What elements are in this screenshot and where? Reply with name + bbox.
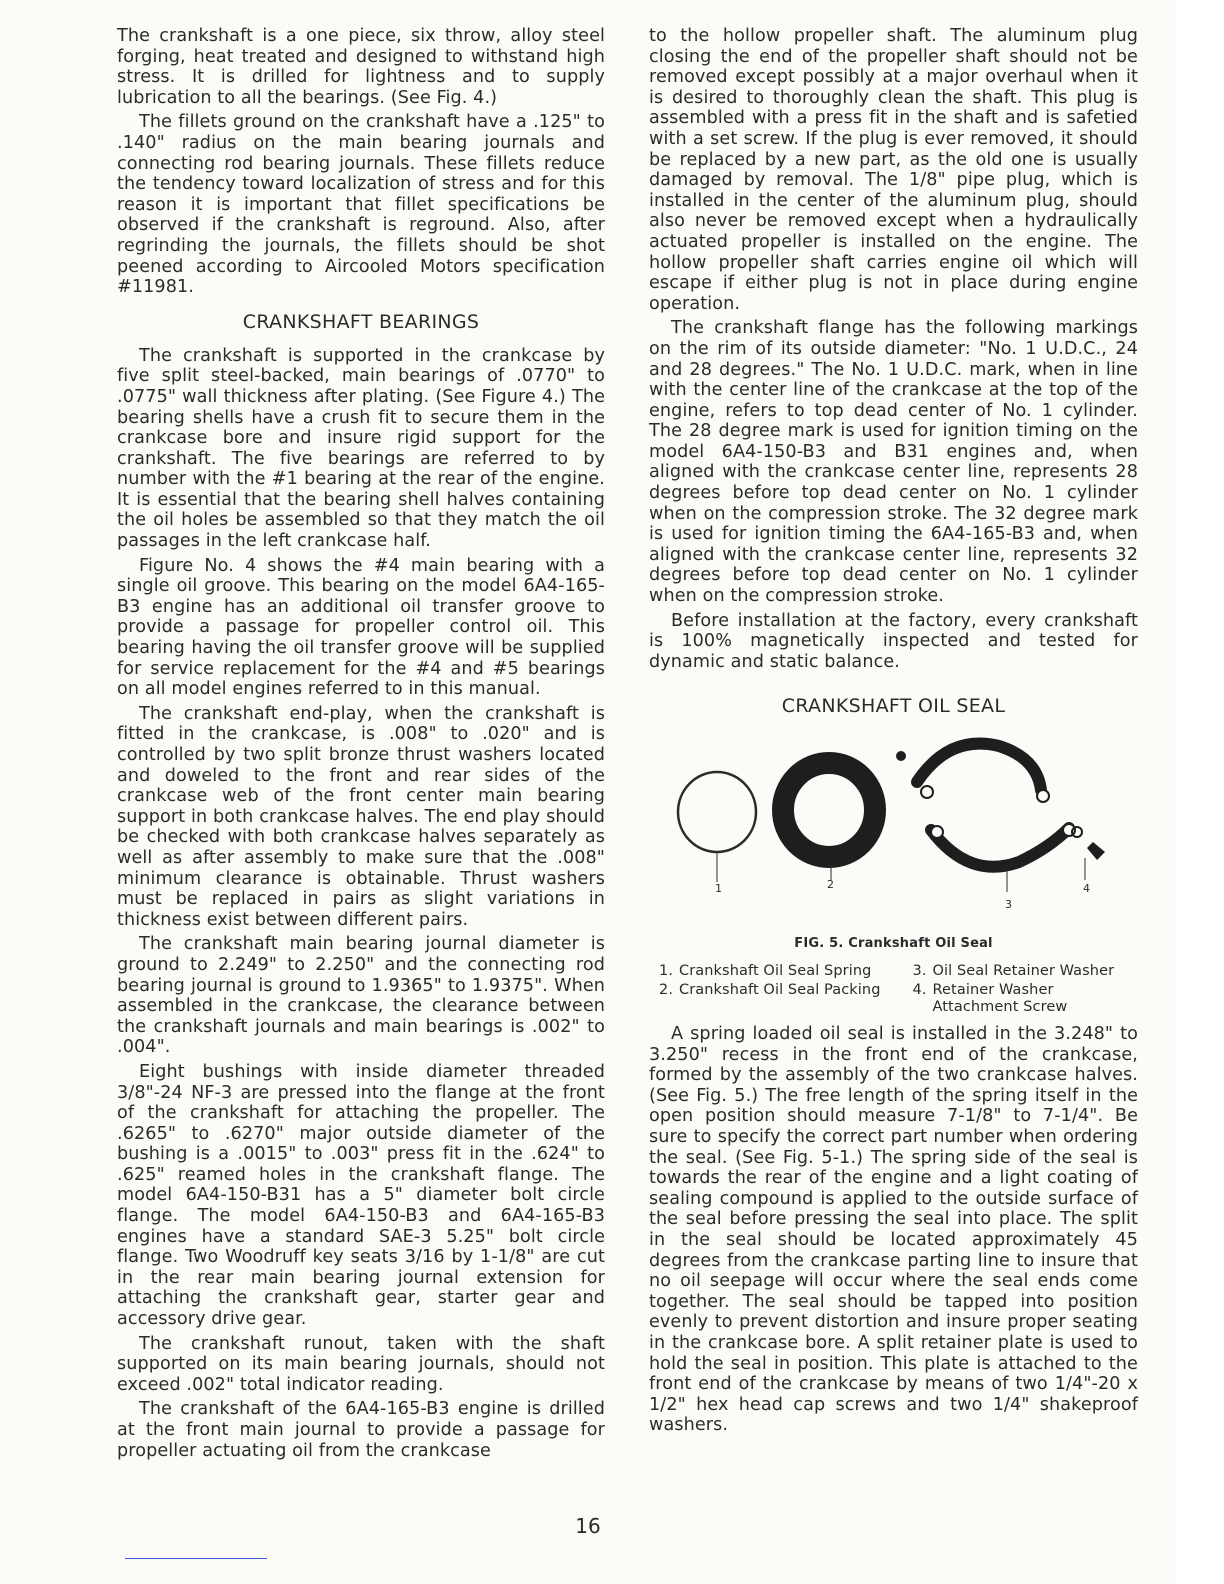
retainer-washer-upper — [917, 744, 1041, 790]
paragraph: Eight bushings with inside diameter threaded 3/8"-24 NF-3 are pressed into the flange at the front of the crankshaft for attaching the propeller. The .6265" to .6270" major outside diameter of the bushing is a .0015" to .003" press fit in the .624" to .625" reamed holes in the crankshaft flange. The model 6A4-150-B31 has a 5" diameter bolt circle flange. The model 6A4-150-B3 and 6A4-165-B3 engines have a standard SAE-3 5.25" bolt circle flange. Two Woodruff key seats 3/16 by 1-1/8" are cut in the rear main bearing journal extension for attaching the crankshaft gear, starter gear and accessory drive gear. — [117, 1061, 605, 1330]
figure-legend — [659, 963, 1138, 1018]
paragraph: The crankshaft runout, taken with the shaft supported on its main bearing journals, should not exceed .002" total indicator reading. — [117, 1333, 605, 1395]
paragraph: Before installation at the factory, every crankshaft is 100% magnetically inspected and tested for dynamic and static balance. — [649, 610, 1138, 672]
oil-seal-illustration — [649, 730, 1138, 930]
retainer-washer-lower — [931, 828, 1069, 867]
legend-item: 2. Crankshaft Oil Seal Packing — [659, 982, 881, 998]
right-column — [649, 26, 1138, 1440]
footer-rule — [125, 1558, 267, 1559]
paragraph: The crankshaft is a one piece, six throw, alloy steel forging, heat treated and designed to withstand high stress. It is drilled for lightness and to supply lubrication to all the bearings. (See Fig. 4.) — [117, 26, 605, 108]
legend-item: 4. Retainer Washer Attachment Screw — [912, 982, 1068, 1015]
attachment-screw-lower — [1087, 842, 1105, 860]
paragraph: The crankshaft main bearing journal diameter is ground to 2.249" to 2.250" and the connecting rod bearing journal is ground to 1.9365" to 1.9375". When assembled in the crankcase, the clearance between the crankshaft journals and main bearings is .002" to .004". — [117, 934, 605, 1058]
paragraph: The crankshaft of the 6A4-165-B3 engine is drilled at the front main journal to provide a passage for propeller actuating oil from the crankcase — [117, 1399, 605, 1461]
oil-seal-figure — [649, 730, 1138, 930]
paragraph: The crankshaft end-play, when the crankshaft is fitted in the crankcase, is .008" to .020" and is controlled by two split bronze thrust washers located and doweled to the front and rear sides of the crankcase web of the front center main bearing support in both crankcase halves. The end play should be checked with both crankcase halves separately as well as after assembly to make sure that the .008" minimum clearance is obtainable. Thrust washers must be replaced in pairs as slight variations in thickness exist between different pairs. — [117, 703, 605, 930]
paragraph: The crankshaft is supported in the crankcase by five split steel-backed, main bearings of .0770" to .0775" wall thickness after plating. (See Figure 4.) The bearing shells have a crush fit to secure them in the crankcase bore and insure rigid support for the crankshaft. The five bearings are referred to by number with the #1 bearing at the rear of the engine. It is essential that the bearing shell halves containing the oil holes be assembled so that they match the oil passages in the left crankcase half. — [117, 345, 605, 552]
left-column — [117, 26, 605, 1465]
oil-seal-packing — [783, 763, 875, 857]
callout-3: 3 — [1005, 898, 1013, 912]
paragraph: Figure No. 4 shows the #4 main bearing with a single oil groove. This bearing on the model 6A4-165-B3 engine has an additional oil transfer groove to provide a passage for propeller control oil. This bearing having the oil transfer groove will be supplied for service replacement for the #4 and #5 bearings on all model engines referred to in this manual. — [117, 555, 605, 700]
paragraph: A spring loaded oil seal is installed in the 3.248" to 3.250" recess in the front end of the crankcase, formed by the assembly of the two crankcase halves. (See Fig. 5.) The free length of the spring itself in the open position should measure 7-1/8" to 7-1/4". Be sure to specify the correct part number when ordering the seal. (See Fig. 5-1.) The spring side of the seal is towards the rear of the engine and a light coating of sealing compound is applied to the outside surface of the seal before pressing the seal into place. The split in the seal should be located approximately 45 degrees from the crankcase parting line to insure that no oil seepage will occur where the seal ends come together. The seal should be tapped into position evenly to prevent distortion and insure proper seating in the crankcase bore. A split retainer plate is used to hold the seal in position. This plate is attached to the front end of the crankcase by means of two 1/4"-20 x 1/2" hex head cap screws and two 1/4" shakeproof washers. — [649, 1024, 1138, 1436]
callout-1: 1 — [715, 882, 723, 896]
callout-2: 2 — [827, 878, 835, 892]
paragraph: The fillets ground on the crankshaft have a .125" to .140" radius on the main bearing journals and connecting rod bearing journals. These fillets reduce the tendency toward localization of stress and for this reason it is important that fillet specifications be observed if the crankshaft is reground. Also, after regrinding the journals, the fillets should be shot peened according to Aircooled Motors specification #11981. — [117, 112, 605, 298]
legend-item: 1. Crankshaft Oil Seal Spring — [659, 963, 872, 979]
figure-caption: FIG. 5. Crankshaft Oil Seal — [794, 936, 993, 952]
legend-item: 3. Oil Seal Retainer Washer — [912, 963, 1115, 979]
attachment-screw — [896, 751, 906, 761]
section-heading: CRANKSHAFT OIL SEAL — [781, 695, 1006, 718]
section-heading: CRANKSHAFT BEARINGS — [242, 310, 480, 333]
page-number: 16 — [575, 1514, 601, 1538]
callout-4: 4 — [1083, 882, 1091, 896]
paragraph: The crankshaft flange has the following markings on the rim of its outside diameter: "No. 1 U.D.C., 24 and 28 degrees." The No. 1 U.D.C. mark, when in line with the center line of the crankcase at the top of the engine, refers to top dead center of No. 1 cylinder. The 28 degree mark is used for ignition timing on the model 6A4-150-B3 and B31 engines and, when aligned with the crankcase center line, represents 28 degrees before top dead center on No. 1 cylinder when on the compression stroke. The 32 degree mark is used for ignition timing the 6A4-165-B3 and, when aligned with the crankcase center line, represents 32 degrees before top dead center on No. 1 cylinder when on the compression stroke. — [649, 318, 1138, 607]
oil-seal-spring — [678, 772, 756, 852]
paragraph: to the hollow propeller shaft. The aluminum plug closing the end of the propeller shaft should not be removed except possibly at a major overhaul when it is desired to thoroughly clean the shaft. This plug is assembled with a press fit in the shaft and is safetied with a set screw. If the plug is ever removed, it should be replaced by a new part, as the old one is usually damaged by removal. The 1/8" pipe plug, which is installed in the center of the aluminum plug, should also never be removed except when a hydraulically actuated propeller is installed on the engine. The hollow propeller shaft carries engine oil which will escape if either plug is not in place during engine operation. — [649, 26, 1138, 314]
